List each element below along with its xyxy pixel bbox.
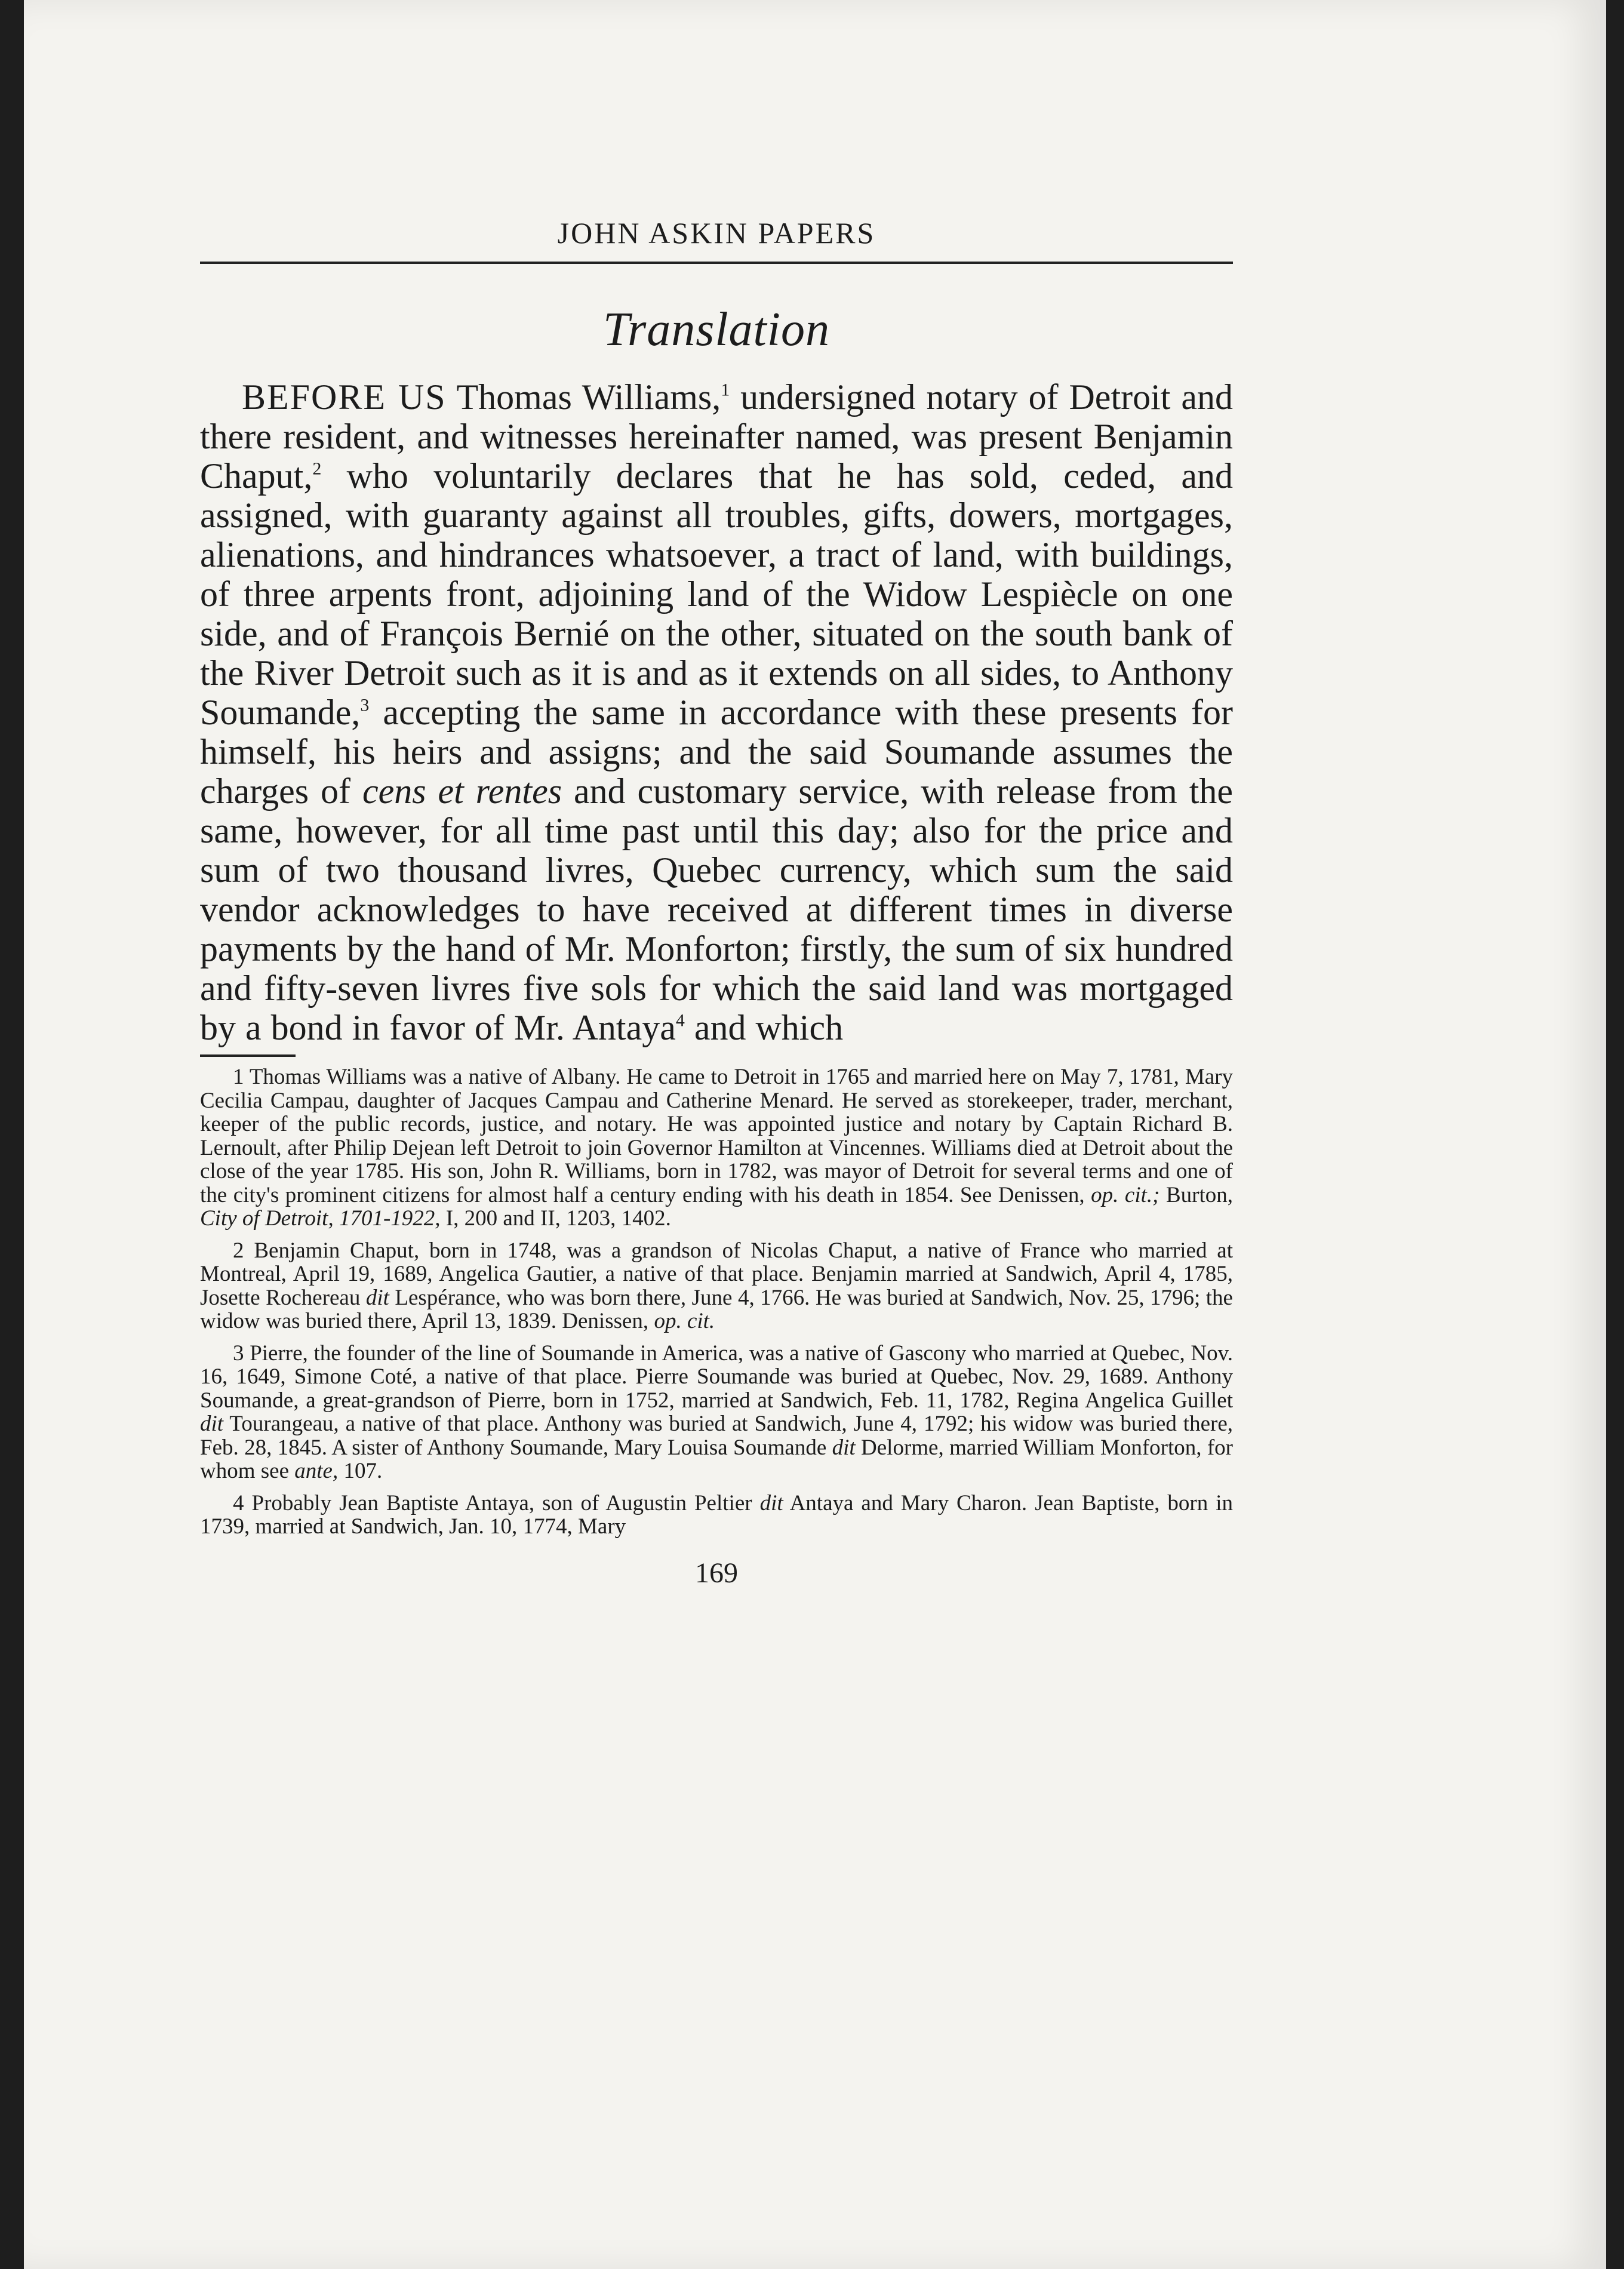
footnote-text: Thomas Williams was a native of Albany. He came to Detroit in 1765 and married here on May 7, 1781, Mary Cecilia Campau, daughter of Jacques Campau and Catherine Menard. He served as storekeeper, trader, merchant, keeper of the public records, justice, and notary. He was appointed justice and notary by Captain Richard B. Lernoult, after Philip Dejean left Detroit to join Governor Hamilton at Vincennes. Williams died at Detroit about the close of the year 1785. His son, John R. Williams, born in 1782, was mayor of Detroit for several terms and one of the city's prominent citizens for almost half a century ending with his death in 1854. See Denissen, <box>200 1065 1233 1207</box>
body-text-4: accepting the same in accordance with these presents for himself, his heirs and assigns; and the said Soumande assumes the charges of <box>200 693 1233 811</box>
opening-caps: BEFORE US <box>242 377 447 417</box>
footnote-1 <box>200 1065 1233 1231</box>
footnote-italic: City of Detroit, 1701-1922, <box>200 1206 441 1231</box>
footnote-number: 3 <box>233 1341 244 1366</box>
footnote-text: Antaya and Mary Charon. Jean Baptiste, born in 1739, married at Sandwich, Jan. 10, 1774, Mary <box>200 1490 1233 1539</box>
body-text-5: and customary service, with release from the same, however, for all time past until this day; also for the price and sum of two thousand livres, Quebec currency, which sum the said vendor acknowledges to have received at different times in diverse payments by the hand of Mr. Monforton; firstly, the sum of six hundred and fifty-seven livres five sols for which the said land was mortgaged by a bond in favor of Mr. Antaya <box>200 771 1233 1047</box>
footnote-italic: op. cit.; <box>1091 1182 1160 1207</box>
page-number: 169 <box>695 1557 738 1589</box>
footnote-number: 1 <box>233 1065 244 1089</box>
footnote-3 <box>200 1342 1233 1483</box>
footnote-ref-3[interactable]: 3 <box>360 695 370 715</box>
footnote-italic: ante, <box>294 1459 339 1483</box>
body-paragraph <box>200 377 1233 1047</box>
header-rule <box>200 262 1233 264</box>
footnote-italic: dit <box>832 1435 856 1460</box>
footnote-text: Benjamin Chaput, born in 1748, was a grandson of Nicolas Chaput, a native of France who married at Montreal, April 19, 1689, Angelica Gautier, a native of that place. Benjamin married at Sandwich, April 4, 1785, Josette Rochereau <box>200 1238 1233 1310</box>
footnote-text: Tourangeau, a native of that place. Anthony was buried at Sandwich, June 4, 1792; his widow was buried there, Feb. 28, 1845. A sister of Anthony Soumande, Mary Louisa Soumande <box>200 1412 1233 1460</box>
footnote-4 <box>200 1492 1233 1539</box>
footnote-text: Lespérance, who was born there, June 4, 1766. He was buried at Sandwich, Nov. 25, 1796; the widow was buried there, April 13, 1839. Denissen, <box>200 1285 1233 1333</box>
footnote-number: 2 <box>233 1238 244 1263</box>
page-content <box>200 215 1233 1589</box>
body-text-1: Thomas Williams, <box>446 377 721 417</box>
footnote-italic: dit <box>365 1285 389 1310</box>
book-page <box>24 0 1606 2269</box>
footnote-text: Probably Jean Baptiste Antaya, son of Augustin Peltier <box>244 1490 760 1515</box>
footnote-text: Burton, <box>1159 1182 1233 1207</box>
footnote-italic: dit <box>759 1490 783 1515</box>
running-head: JOHN ASKIN PAPERS <box>557 216 876 250</box>
body-italic-term: cens et rentes <box>362 771 562 811</box>
footnote-ref-1[interactable]: 1 <box>721 380 730 400</box>
footnote-ref-2[interactable]: 2 <box>312 459 322 479</box>
body-text-2: undersigned notary of Detroit and there resident, and witnesses hereinafter named, was present Benjamin Chaput, <box>200 377 1233 496</box>
footnote-text: Delorme, married William Monforton, for whom see <box>200 1435 1233 1483</box>
footnote-rule <box>200 1054 296 1057</box>
footnotes <box>200 1065 1233 1539</box>
footnote-text: I, 200 and II, 1203, 1402. <box>440 1206 671 1231</box>
footnote-text: Pierre, the founder of the line of Soumande in America, was a native of Gascony who married at Quebec, Nov. 16, 1649, Simone Coté, a native of that place. Pierre Soumande was buried at Quebec, Nov. 29, 1689. Anthony Soumande, a great-grandson of Pierre, born in 1752, married at Sandwich, Feb. 11, 1782, Regina Angelica Guillet <box>200 1341 1233 1413</box>
footnote-2 <box>200 1239 1233 1333</box>
footnote-number: 4 <box>233 1490 244 1515</box>
body-text-6: and which <box>684 1008 844 1047</box>
section-title: Translation <box>602 303 831 356</box>
footnote-ref-4[interactable]: 4 <box>675 1010 685 1031</box>
footnote-text: 107. <box>338 1459 383 1483</box>
body-text-3: who voluntarily declares that he has sold, ceded, and assigned, with guaranty against all troubles, gifts, dowers, mortgages, alienations, and hindrances whatsoever, a tract of land, with buildings, of three arpents front, adjoining land of the Widow Lespiècle on one side, and of François Bernié on the other, situated on the south bank of the River Detroit such as it is and as it extends on all sides, to Anthony Soumande, <box>200 456 1233 732</box>
footnote-italic: dit <box>200 1412 224 1436</box>
footnote-italic: op. cit. <box>654 1309 715 1333</box>
